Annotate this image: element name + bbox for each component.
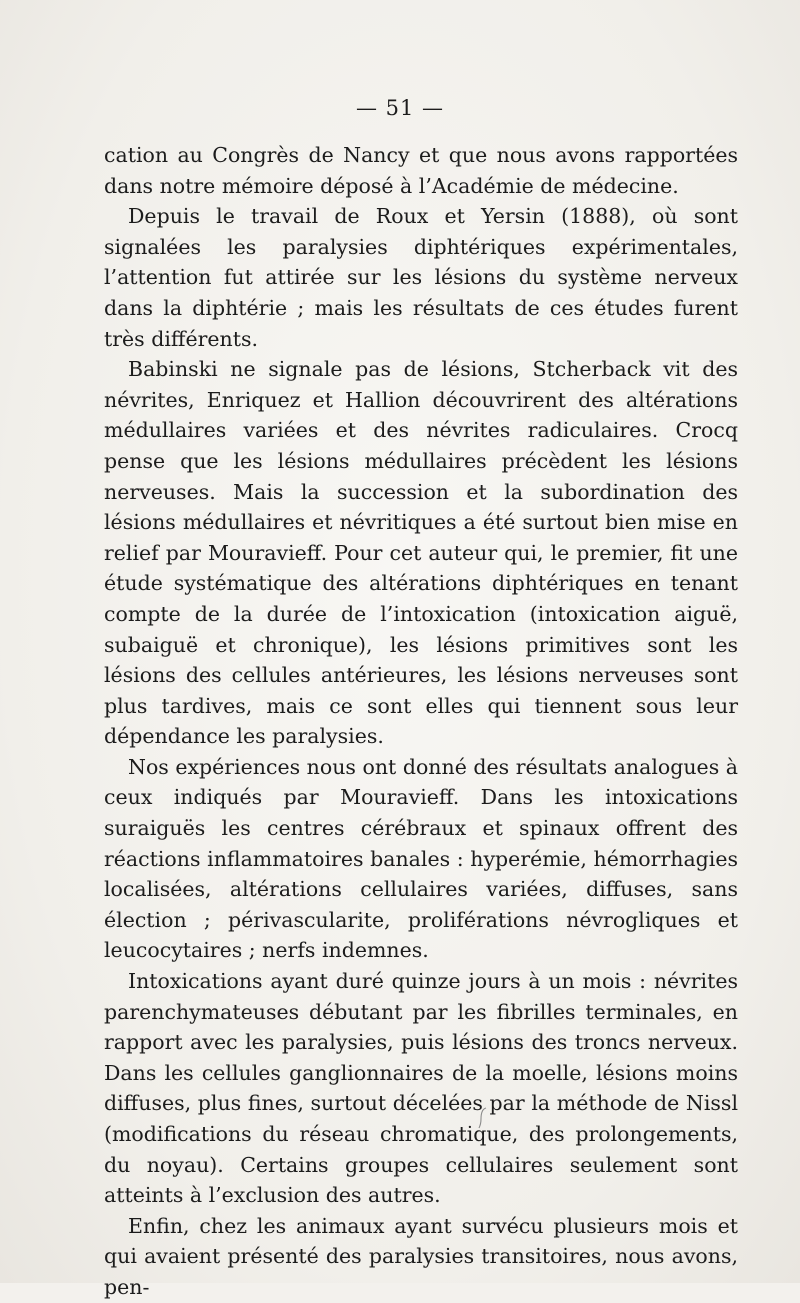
page-number: — 51 — (355, 96, 445, 120)
pencil-mark-icon (478, 1106, 488, 1130)
paragraph-intoxications: Intoxications ayant duré quinze jours à un mois : névrites parenchymateuses débutant par les fibrilles terminales, en rapport avec les paralysies, puis lésions des troncs nerveux. Dans les cellules ganglionnaires de la moelle, lésions moins diffuses, plus fines, surtout décelées par la méthode de Nissl (modifications du réseau chromatique, des prolongements, du noyau). Certains groupes cellulaires seulement sont atteints à l’exclusion des autres. (104, 969, 738, 1208)
body-text (104, 140, 738, 1303)
paragraph-babinski: Babinski ne signale pas de lésions, Stcherback vit des névrites, Enriquez et Hallion découvrirent des altérations médullaires variées et des névrites radiculaires. Crocq pense que les lésions médullaires précèdent les lésions nerveuses. Mais la succession et la subordination des lésions médullaires et névritiques a été surtout bien mise en relief par Mouravieff. Pour cet auteur qui, le premier, fit une étude systématique des altérations diphtériques en tenant compte de la durée de l’intoxication (intoxication aiguë, subaiguë et chronique), les lésions primitives sont les lésions des cellules antérieures, les lésions nerveuses sont plus tardives, mais ce sont elles qui tiennent sous leur dépendance les paralysies. (104, 357, 738, 749)
paragraph-roux-yersin: Depuis le travail de Roux et Yersin (1888), où sont signalées les paralysies diphtériques expérimentales, l’attention fut attirée sur les lésions du système nerveux dans la diphtérie ; mais les résultats de ces études furent très différents. (104, 204, 738, 351)
paragraph-continuation: cation au Congrès de Nancy et que nous avons rapportées dans notre mémoire déposé à l’Académie de médecine. (104, 143, 738, 198)
paragraph-nos-experiences: Nos expériences nous ont donné des résultats analogues à ceux indiqués par Mouravieff. Dans les intoxications suraiguës les centres cérébraux et spinaux offrent des réactions inflammatoires banales : hyperémie, hémorrhagies localisées, altérations cellulaires variées, diffuses, sans élection ; périvascularite, proliférations névrogliques et leucocytaires ; nerfs indemnes. (104, 754, 738, 963)
paragraph-enfin: Enfin, chez les animaux ayant survécu plusieurs mois et qui avaient présenté des paralysies transitoires, nous avons, pen- (104, 1213, 738, 1299)
